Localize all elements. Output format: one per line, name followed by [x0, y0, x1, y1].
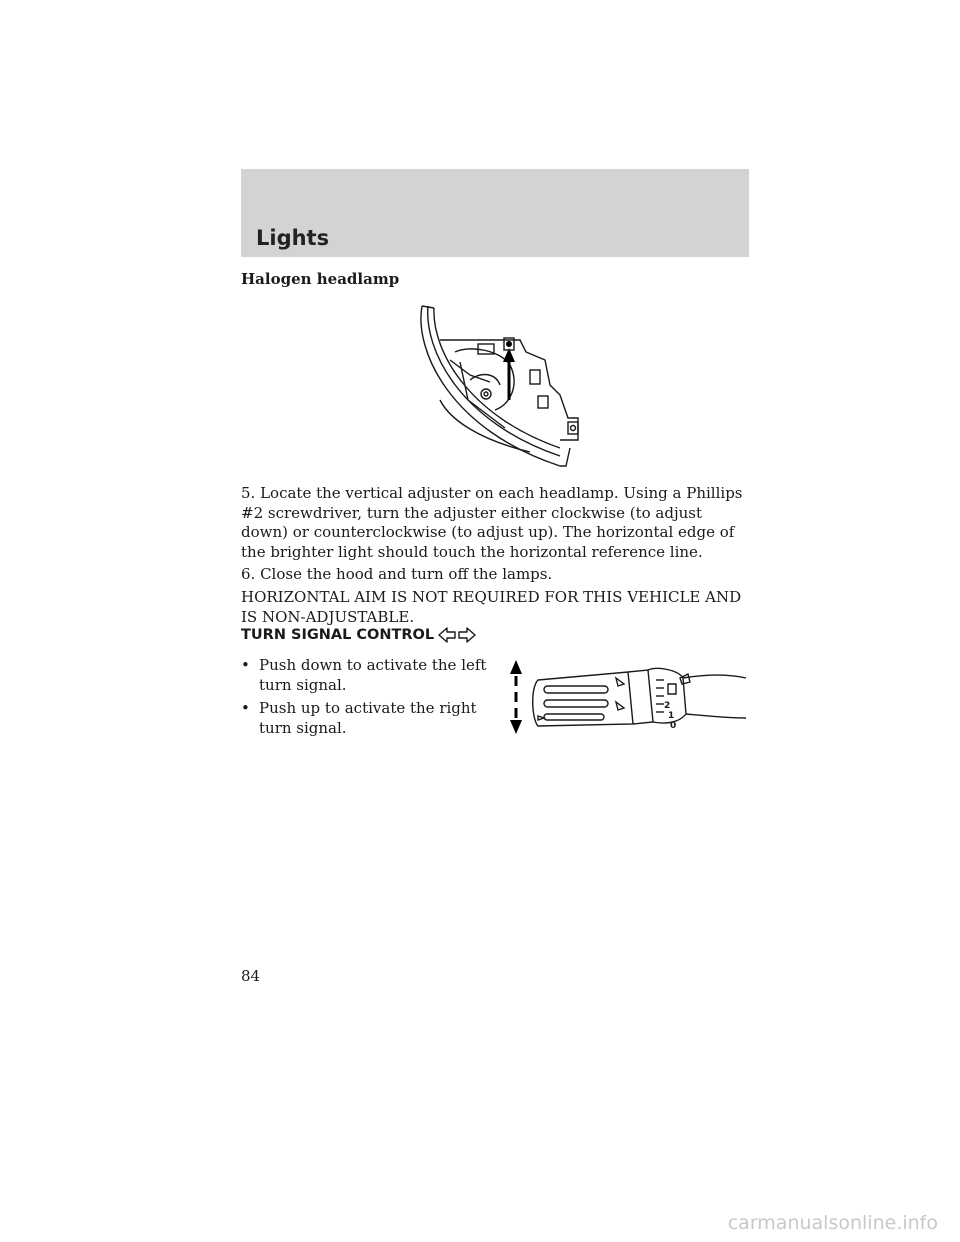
stalk-label-1: 1 — [668, 711, 675, 721]
headlamp-illustration — [410, 300, 590, 470]
bullet-dot: • — [241, 699, 250, 717]
turn-signal-stalk-illustration — [508, 660, 748, 736]
bullet-left-signal — [241, 656, 501, 695]
bullet-right-text: Push up to activate the right turn signal. — [259, 699, 477, 737]
stalk-label-0: 0 — [670, 721, 677, 731]
turn-signal-heading — [241, 627, 476, 643]
bullet-left-text: Push down to activate the left turn signal. — [259, 656, 487, 694]
page-number: 84 — [241, 967, 261, 985]
step-5-text: 5. Locate the vertical adjuster on each headlamp. Using a Phillips #2 screwdriver, turn the adjuster either clockwise (to adjust down) or counterclockwise (to adjust up). The horizontal edge of the brighter light should touch the horizontal reference line. — [241, 484, 743, 561]
watermark: carmanualsonline.info — [727, 1212, 938, 1234]
step-6-text: 6. Close the hood and turn off the lamps. — [241, 565, 553, 583]
section-title: Lights — [256, 226, 330, 250]
turn-signal-arrows-icon — [438, 627, 476, 643]
stalk-label-2: 2 — [664, 701, 671, 711]
notice-text: HORIZONTAL AIM IS NOT REQUIRED FOR THIS VEHICLE AND IS NON-ADJUSTABLE. — [241, 588, 742, 626]
figure-caption-halogen: Halogen headlamp — [241, 270, 400, 288]
turn-signal-heading-text: TURN SIGNAL CONTROL — [241, 627, 435, 643]
bullet-right-signal — [241, 699, 501, 738]
bullet-dot: • — [241, 656, 250, 674]
